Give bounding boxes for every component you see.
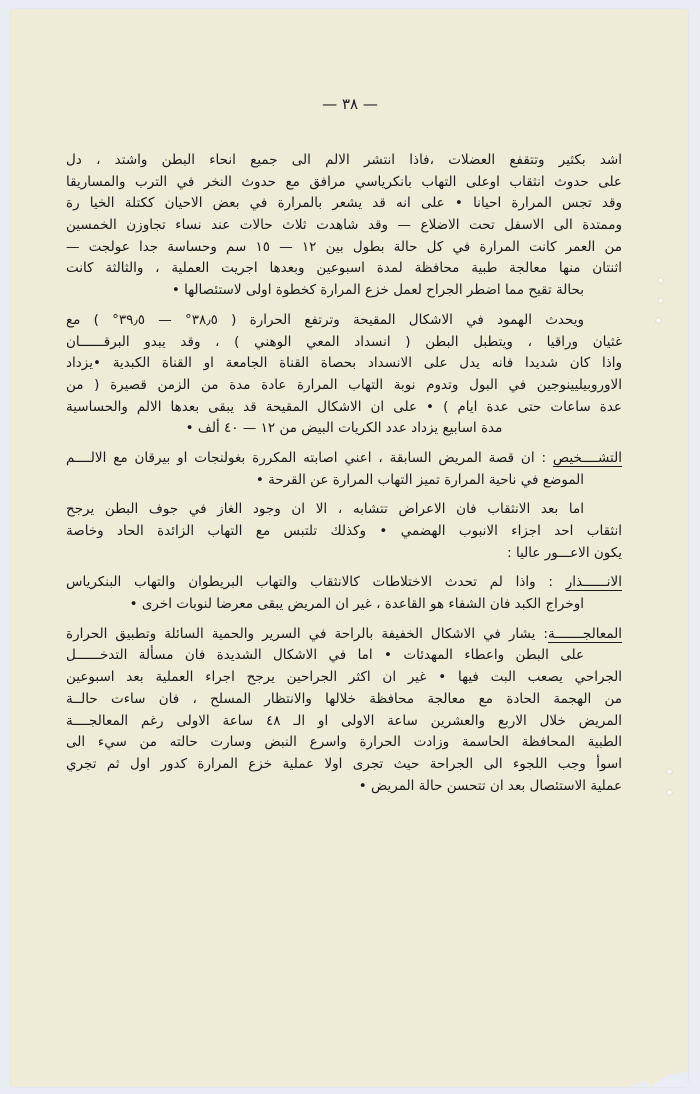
section-heading-treatment: المعالجـــــــة [547,625,622,642]
text-line: اثنتان منها معالجة طبية محافظة لمدة اسبوعين وبعدها اجريت العملية ، والثالثة كانت [66,260,622,277]
section-diagnosis [66,448,622,491]
punch-hole [656,318,661,323]
section-prognosis [66,572,622,615]
punch-hole [667,790,672,795]
text-line: عملية الاستئصال بعد ان تتحسن حالة المريض • [358,777,622,794]
prognosis-text: : واذا لم تحدث الاختلاطات كالانثقاب والتهاب البريطوان والتهاب البنكرياس [66,574,566,591]
text-line: وممتدة الى الاسفل تحت الاضلاع — وقد شاهدت ثلاث حالات عند نساء تجاوزن الخمسين [66,217,622,234]
paragraph-suppurative-forms [66,310,622,440]
text-line: على البطن واعطاء المهدئات • اما في الاشكال الشديدة فان مسألة التدخــــــل [66,647,584,664]
text-line: عدة ساعات حتى عدة ايام ) • على ان الاشكال المقيحة قد يبقى بعدها الالم والحساسية [66,398,622,415]
text-line: يكون الاعـــور عاليا : [507,544,622,561]
text-line [66,572,622,594]
section-heading-diagnosis: التشــــخيص [552,449,622,466]
section-treatment [66,624,622,798]
diagnosis-text: : ان قصة المريض السابقة ، اعني اصابته المكررة بغولنجات او بيرقان مع الالــــم [66,449,553,466]
treatment-text: : يشار في الاشكال الخفيفة بالراحة في السرير والحمية السائلة وتطبيق الحرارة [66,625,548,642]
text-line: واذا كان شديدا فانه يدل على الانسداد بحصاة القناة الجامعة او القناة الكبدية •يزداد [66,355,622,372]
punch-hole [658,298,663,303]
text-line: الاوروبيليينوجين في البول وتدوم نوبة التهاب المرارة عادة مدة من الزمن قصيرة ( من [66,376,622,393]
text-line: انثقاب احد اجزاء الانبوب الهضمي • وكذلك تلتبس مع التهاب الزائدة الحاد وخاصة [66,523,622,539]
text-line: المريض خلال الاربع والعشرين ساعة الاولى او الـ ٤٨ ساعة الاولى رغم المعالجــــة [66,712,622,729]
punch-hole [658,278,663,283]
text-line: بحالة تقيح مما اضطر الجراح لعمل خزع المرارة كخطوة اولى لاستئصالها • [171,282,584,299]
section-heading-prognosis: الانــــــذار [565,574,622,591]
text-line: اشد بكثير وتتقفع العضلات ،فاذا انتشر الالم الى جميع انحاء البطن واشتد ، دل [66,152,622,168]
text-line: على حدوث انثقاب اوعلى التهاب بانكرياسي مرافق مع حدوث النخر في الترب والمساريقا [66,173,622,190]
text-line [66,448,622,470]
paragraph-symptoms-continued [66,150,622,302]
document-body [66,150,622,797]
text-line: الجراحي يصعب البت فيها • غير ان اكثر الجراحين يرجح اجراء العملية بعد اسبوعين [66,669,622,686]
text-line: غثيان وراقيا ، ويتطبل البطن ( انسداد المعي الوهني ) ، وقد يبدو البرقــــــان [66,333,622,350]
text-line: ويحدث الهمود في الاشكال المقيحة وترتفع الحرارة ( ٣٨٫٥° — ٣٩٫٥° ) مع [66,311,585,328]
paragraph-after-perforation [66,499,622,564]
text-line: الطبية المحافظة الحاسمة وزادت الحرارة واسرع النبض وسارت حالته من سيء الى [66,734,622,751]
page-number: — ٣٨ — [322,95,378,113]
text-line: الموضع في ناحية المرارة تميز التهاب المرارة عن القرحة • [255,471,584,488]
text-line: من الهجمة الحادة مع معالجة محافظة خلالها والانتظار المسلح ، فان ساءت حالــة [66,690,622,707]
text-line: اسوأ وجب اللجوء الى الجراحة حيث تجرى اولا عملية خزع المرارة كدور اول ثم تجري [66,755,622,772]
text-line [66,624,622,646]
text-line: وقد تجس المرارة احيانا • على انه قد يشعر بالمرارة في بعض الاحيان ككتلة الخيا رة [66,195,622,212]
text-line: من العمر كانت المرارة في كل حالة بطول بين ١٢ — ١٥ سم وحساسة جدا عولجت — [66,238,622,255]
text-line: مدة اسابيع يزداد عدد الكريات البيض من ١٢ — ٤٠ ألف • [185,420,503,437]
text-line: اوخراج الكبد فان الشفاء هو القاعدة ، غير ان المريض يبقى معرضا لنوبات اخرى • [129,596,584,613]
text-line: اما بعد الانثقاب فان الاعراض تتشابه ، الا ان وجود الغاز في جوف البطن يرجح [66,501,584,518]
punch-hole [667,769,672,774]
